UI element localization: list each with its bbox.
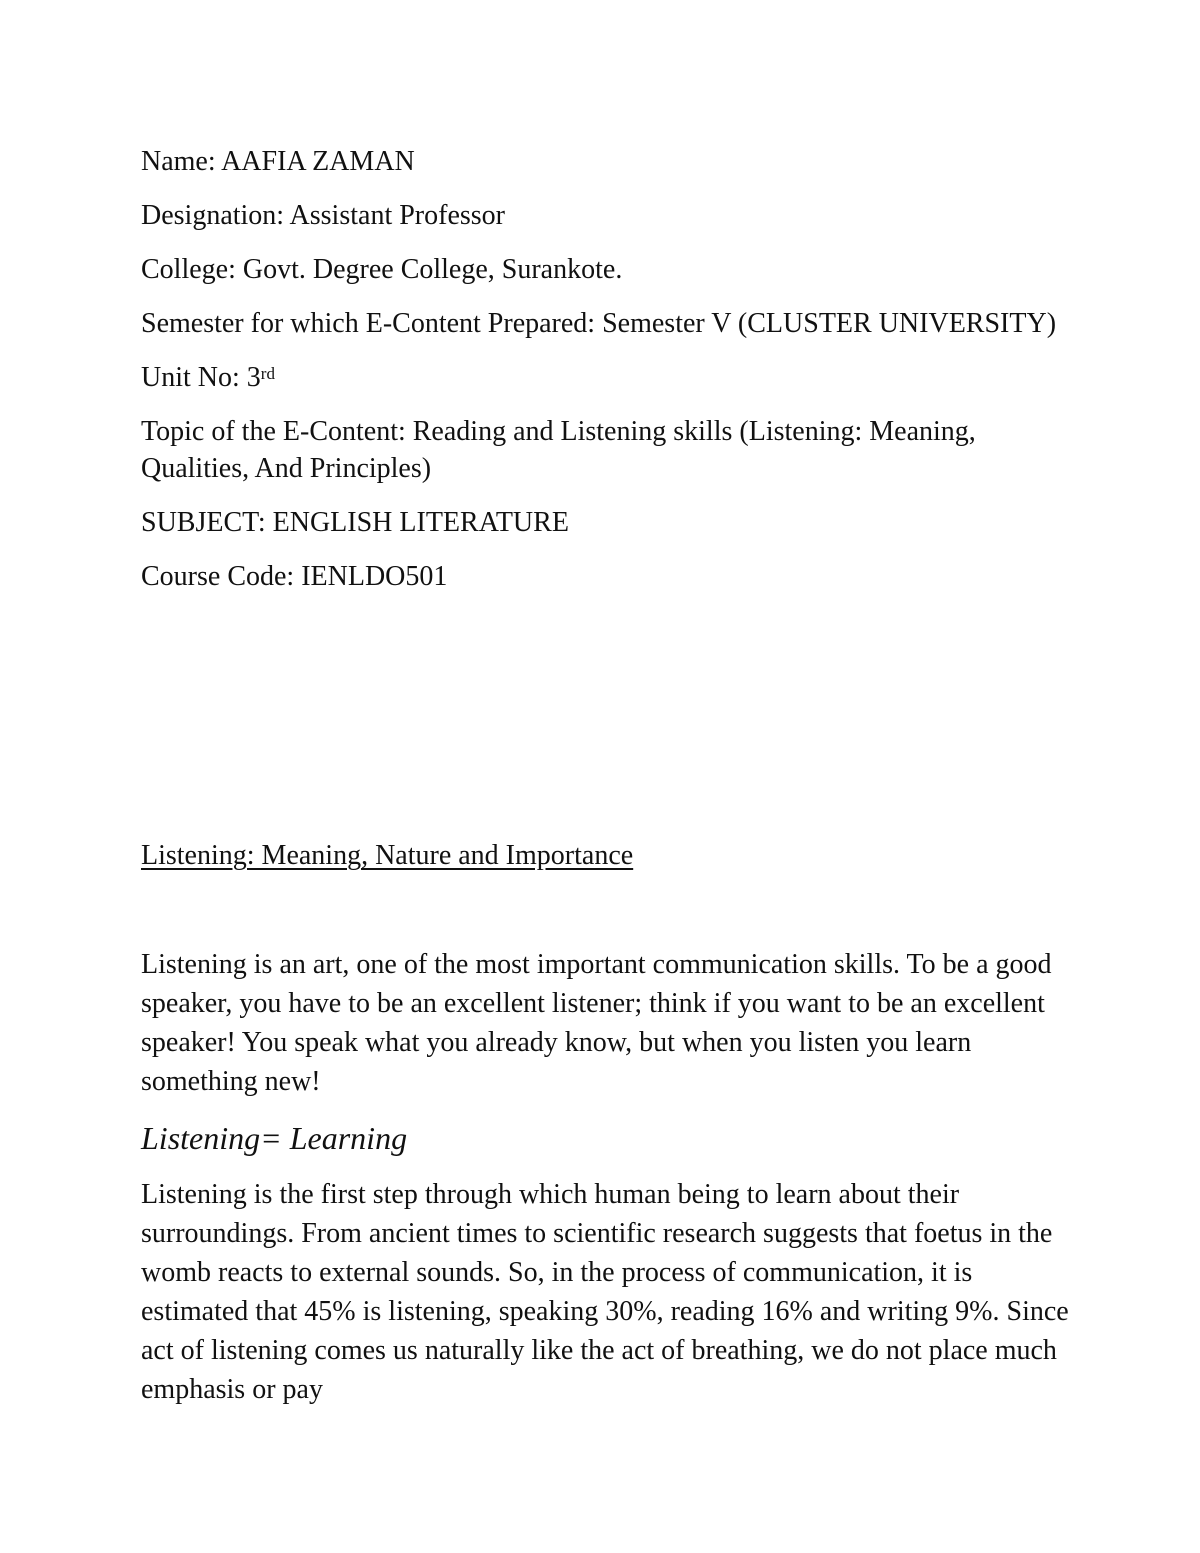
- unit-ordinal-suffix: rd: [260, 364, 275, 383]
- course-code-line: Course Code: IENLDO501: [141, 561, 448, 592]
- unit-number: Unit No: 3: [141, 362, 261, 393]
- designation-line: Designation: Assistant Professor: [141, 200, 505, 231]
- name-line: Name: AAFIA ZAMAN: [141, 146, 415, 177]
- unit-line: [141, 359, 1071, 396]
- listening-learning-subheading: Listening= Learning: [141, 1120, 408, 1156]
- college-line: College: Govt. Degree College, Surankote.: [141, 254, 623, 285]
- body-paragraph: Listening is the first step through which human being to learn about their surroundings. From ancient times to scientific research suggests that foetus in the womb reacts to external sounds. So, in the process of communication, it is estimated that 45% is listening, speaking 30%, reading 16% and writing 9%. Since act of listening comes us naturally like the act of breathing, we do not place much emphasis or pay: [141, 1179, 1069, 1405]
- semester-line: Semester for which E-Content Prepared: Semester V (CLUSTER UNIVERSITY): [141, 308, 1057, 339]
- topic-line: Topic of the E-Content: Reading and Listening skills (Listening: Meaning, Qualities, And Principles): [141, 416, 976, 484]
- section-heading: Listening: Meaning, Nature and Importance: [141, 840, 634, 871]
- subject-line: SUBJECT: ENGLISH LITERATURE: [141, 507, 569, 538]
- intro-paragraph: Listening is an art, one of the most important communication skills. To be a good speaker, you have to be an excellent listener; think if you want to be an excellent speaker! You speak what you already know, but when you listen you learn something new!: [141, 949, 1052, 1097]
- metadata-block: [141, 143, 1071, 612]
